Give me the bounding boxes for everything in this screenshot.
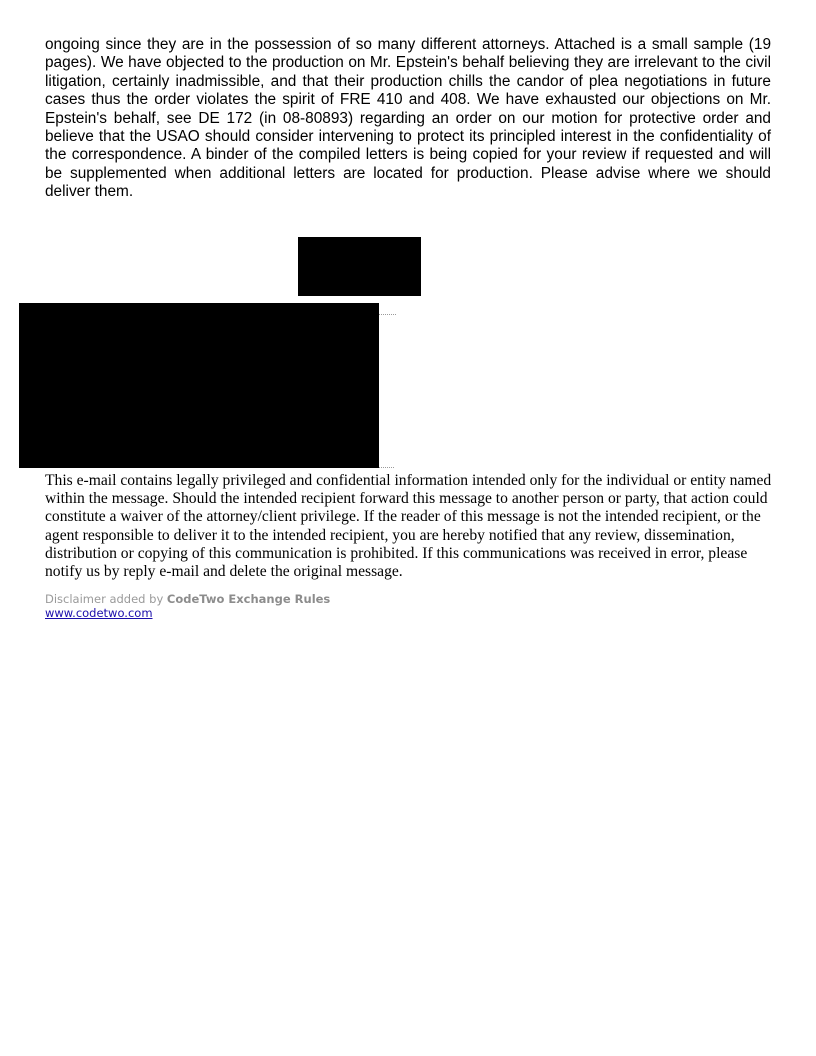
redaction-block-signature [298,237,421,296]
redaction-block-contact [19,303,379,468]
email-body-paragraph: ongoing since they are in the possession of so many different attorneys. Attached is a small sample (19 pages). We have objected to the production on Mr. Epstein's behalf believing they are irrelevant to the civil litigation, certainly inadmissible, and that their production chills the candor of plea negotiations in future cases thus the order violates the spirit of FRE 410 and 408. We have exhausted our objections on Mr. Epstein's behalf, see DE 172 (in 08-80893) regarding an order on our motion for protective order and believe that the USAO should consider intervening to protect its principled interest in the confidentiality of the correspondence. A binder of the compiled letters is being copied for your review if requested and will be supplemented when additional letters are located for production. Please advise where we should deliver them. [45,36,771,201]
confidentiality-notice: This e-mail contains legally privileged and confidential information intended only for the individual or entity named within the message. Should the intended recipient forward this message to another person or party, that action could constitute a waiver of the attorney/client privilege. If the reader of this message is not the intended recipient, or the agent responsible to deliver it to the intended recipient, you are hereby notified that any review, dissemination, distribution or copying of this communication is prohibited. If this communications was received in error, please notify us by reply e-mail and delete the original message. [45,472,772,581]
disclaimer-brand: CodeTwo Exchange Rules [166,592,331,606]
codetwo-disclaimer [45,592,330,620]
dotted-separator-top [379,314,396,315]
disclaimer-prefix: Disclaimer added by [45,592,167,606]
codetwo-link[interactable]: www.codetwo.com [45,606,153,620]
dotted-separator-bottom [379,467,394,468]
